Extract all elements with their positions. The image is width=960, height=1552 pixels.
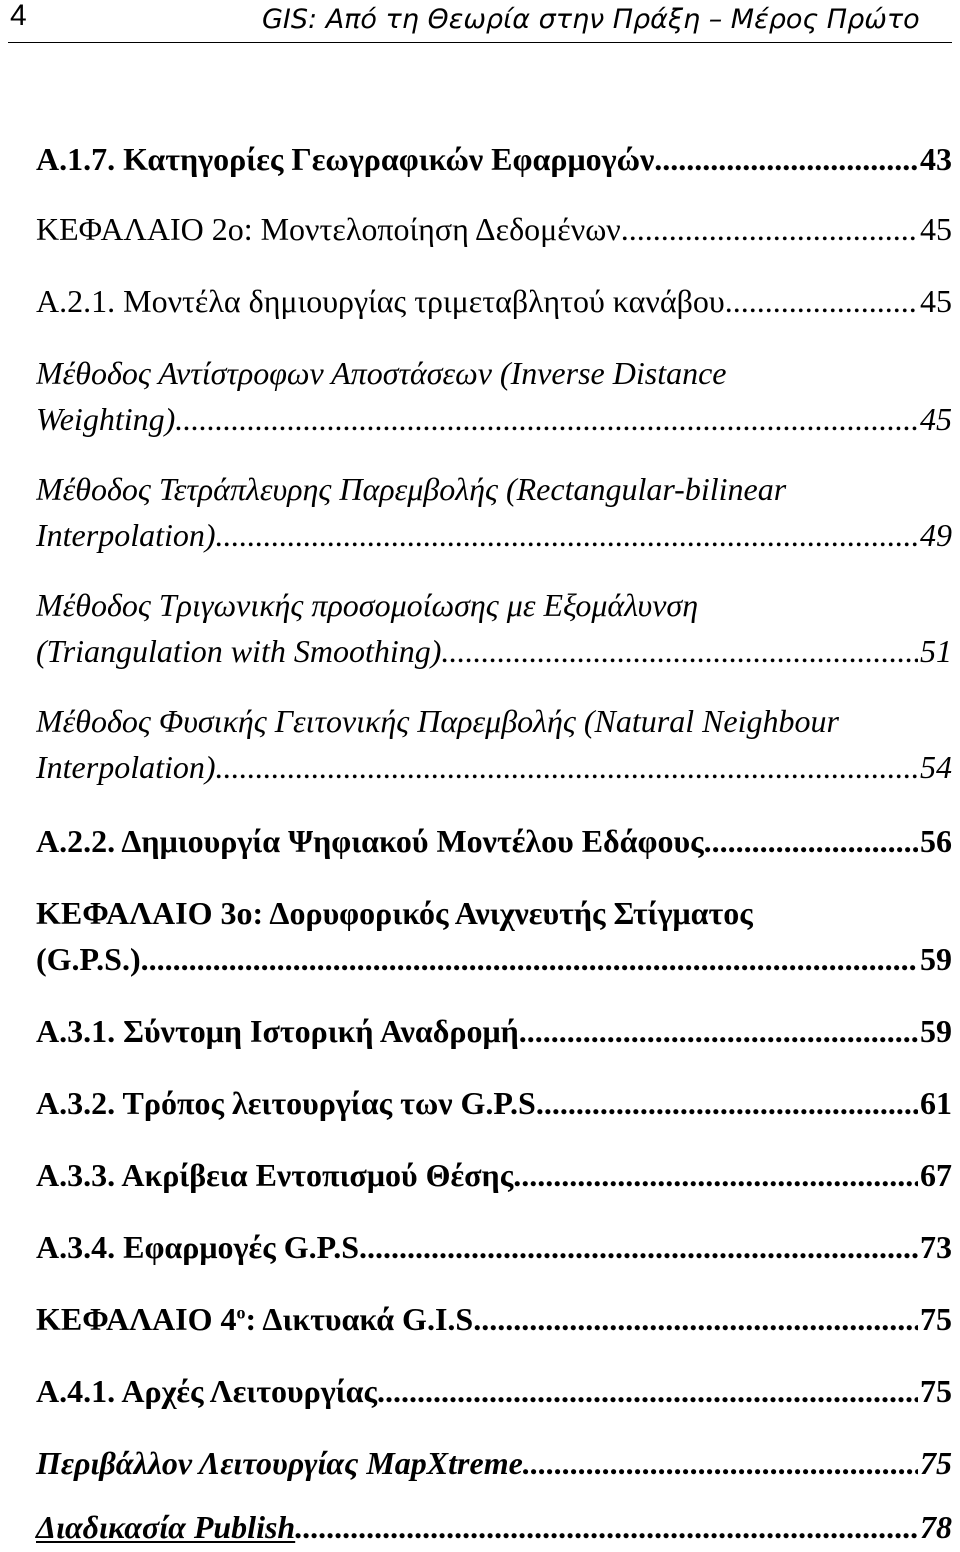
- toc-page-number: 61: [920, 1085, 952, 1121]
- toc-page-number: 43: [920, 141, 952, 177]
- dot-leader: [704, 818, 918, 864]
- toc-entry-title-line1: Μέθοδος Αντίστροφων Αποστάσεων (Inverse Distance: [36, 355, 727, 391]
- toc-entry-mapxtreme[interactable]: [36, 1440, 952, 1486]
- dot-leader: [621, 206, 918, 252]
- toc-entry-title: Α.4.1. Αρχές Λειτουργίας: [36, 1373, 378, 1409]
- toc-entry-title: Weighting): [36, 401, 176, 437]
- page-number: 4: [10, 0, 27, 32]
- toc-page-number: 75: [920, 1445, 952, 1481]
- toc-page-number: 45: [920, 211, 952, 247]
- toc-page-number: 49: [920, 517, 952, 553]
- dot-leader: [544, 1080, 918, 1126]
- toc-entry-title: ΚΕΦΑΛΑΙΟ 2ο: Μοντελοποίηση Δεδομένων: [36, 211, 621, 247]
- toc-entry-publish[interactable]: [36, 1504, 952, 1550]
- dot-leader: [295, 1504, 918, 1550]
- toc-entry-a22[interactable]: [36, 818, 952, 864]
- toc-page-number: 73: [920, 1229, 952, 1265]
- header-rule: [8, 42, 952, 43]
- toc-entry-rectangular-bilinear[interactable]: [36, 466, 952, 558]
- dot-leader: [216, 512, 918, 558]
- toc-entry-title: Α.3.3. Ακρίβεια Εντοπισμού Θέσης: [36, 1157, 514, 1193]
- dot-leader: [519, 1008, 918, 1054]
- toc-entry-title-line1: Μέθοδος Τετράπλευρης Παρεμβολής (Rectangular-bilinear: [36, 471, 787, 507]
- toc-entry-title: Α.2.1. Μοντέλα δημιουργίας τριμεταβλητού κανάβου: [36, 283, 725, 319]
- toc-entry-title: Interpolation): [36, 517, 216, 553]
- toc-entry-a21[interactable]: [36, 278, 952, 324]
- toc-page-number: 59: [920, 1013, 952, 1049]
- toc-page-number: 54: [920, 749, 952, 785]
- dot-leader: [216, 744, 918, 790]
- toc-entry-title: Α.3.1. Σύντομη Ιστορική Αναδρομή: [36, 1013, 519, 1049]
- toc-entry-chapter-4[interactable]: [36, 1296, 952, 1342]
- dot-leader: [367, 1224, 918, 1270]
- dot-leader: [141, 936, 918, 982]
- toc-page-number: 67: [920, 1157, 952, 1193]
- toc-entry-title-line1: Μέθοδος Φυσικής Γειτονικής Παρεμβολής (Natural Neighbour: [36, 703, 839, 739]
- dot-leader: [523, 1440, 918, 1486]
- toc-entry-title: (G.P.S.): [36, 941, 141, 977]
- toc-entry-triangulation[interactable]: [36, 582, 952, 674]
- dot-leader: [725, 278, 918, 324]
- toc-entry-title: Interpolation): [36, 749, 216, 785]
- toc-page-number: 75: [920, 1301, 952, 1337]
- toc-entry-a31[interactable]: [36, 1008, 952, 1054]
- toc-entry-title: Α.3.2. Τρόπος λειτουργίας των G.P.S.: [36, 1085, 544, 1121]
- toc-entry-a34[interactable]: [36, 1224, 952, 1270]
- toc-page-number: 78: [920, 1509, 952, 1545]
- toc-page-number: 51: [920, 633, 952, 669]
- toc-entry-inverse-distance[interactable]: [36, 350, 952, 442]
- toc-entry-title: Α.2.2. Δημιουργία Ψηφιακού Μοντέλου Εδάφους: [36, 823, 704, 859]
- toc-entry-a33[interactable]: [36, 1152, 952, 1198]
- toc-page-number: 45: [920, 283, 952, 319]
- page-header: [0, 0, 960, 46]
- toc-entry-chapter-3[interactable]: [36, 890, 952, 982]
- dot-leader: [654, 136, 918, 182]
- toc-page-number: 59: [920, 941, 952, 977]
- dot-leader: [481, 1296, 918, 1342]
- dot-leader: [377, 1368, 918, 1414]
- toc-page-number: 75: [920, 1373, 952, 1409]
- toc-entry-title: Διαδικασία Publish: [36, 1509, 296, 1545]
- toc-entry-title-line1: Μέθοδος Τριγωνικής προσομοίωσης με Εξομάλυνση: [36, 587, 699, 623]
- dot-leader: [175, 396, 918, 442]
- dot-leader: [513, 1152, 918, 1198]
- running-title: GIS: Από τη Θεωρία στην Πράξη – Μέρος Πρώτο: [262, 4, 920, 35]
- toc-entry-title-line1: ΚΕΦΑΛΑΙΟ 3ο: Δορυφορικός Ανιχνευτής Στίγματος: [36, 895, 753, 931]
- toc-entry-a41[interactable]: [36, 1368, 952, 1414]
- toc-entry-title: Περιβάλλον Λειτουργίας MapXtreme: [36, 1445, 523, 1481]
- toc-entry-title: ΚΕΦΑΛΑΙΟ $4^o$: Δικτυακά G.I.S.: [36, 1301, 482, 1337]
- toc-page-number: 45: [920, 401, 952, 437]
- toc-entry-title: Α.3.4. Εφαρμογές G.P.S.: [36, 1229, 367, 1265]
- toc-entry-title: Α.1.7. Κατηγορίες Γεωγραφικών Εφαρμογών: [36, 141, 655, 177]
- superscript: ο: [236, 1302, 246, 1323]
- toc-entry-a17[interactable]: [36, 136, 952, 182]
- dot-leader: [441, 628, 918, 674]
- toc-entry-chapter-2[interactable]: [36, 206, 952, 252]
- toc-entry-title: (Triangulation with Smoothing): [36, 633, 442, 669]
- toc-entry-natural-neighbour[interactable]: [36, 698, 952, 790]
- toc-page-number: 56: [920, 823, 952, 859]
- toc-entry-a32[interactable]: [36, 1080, 952, 1126]
